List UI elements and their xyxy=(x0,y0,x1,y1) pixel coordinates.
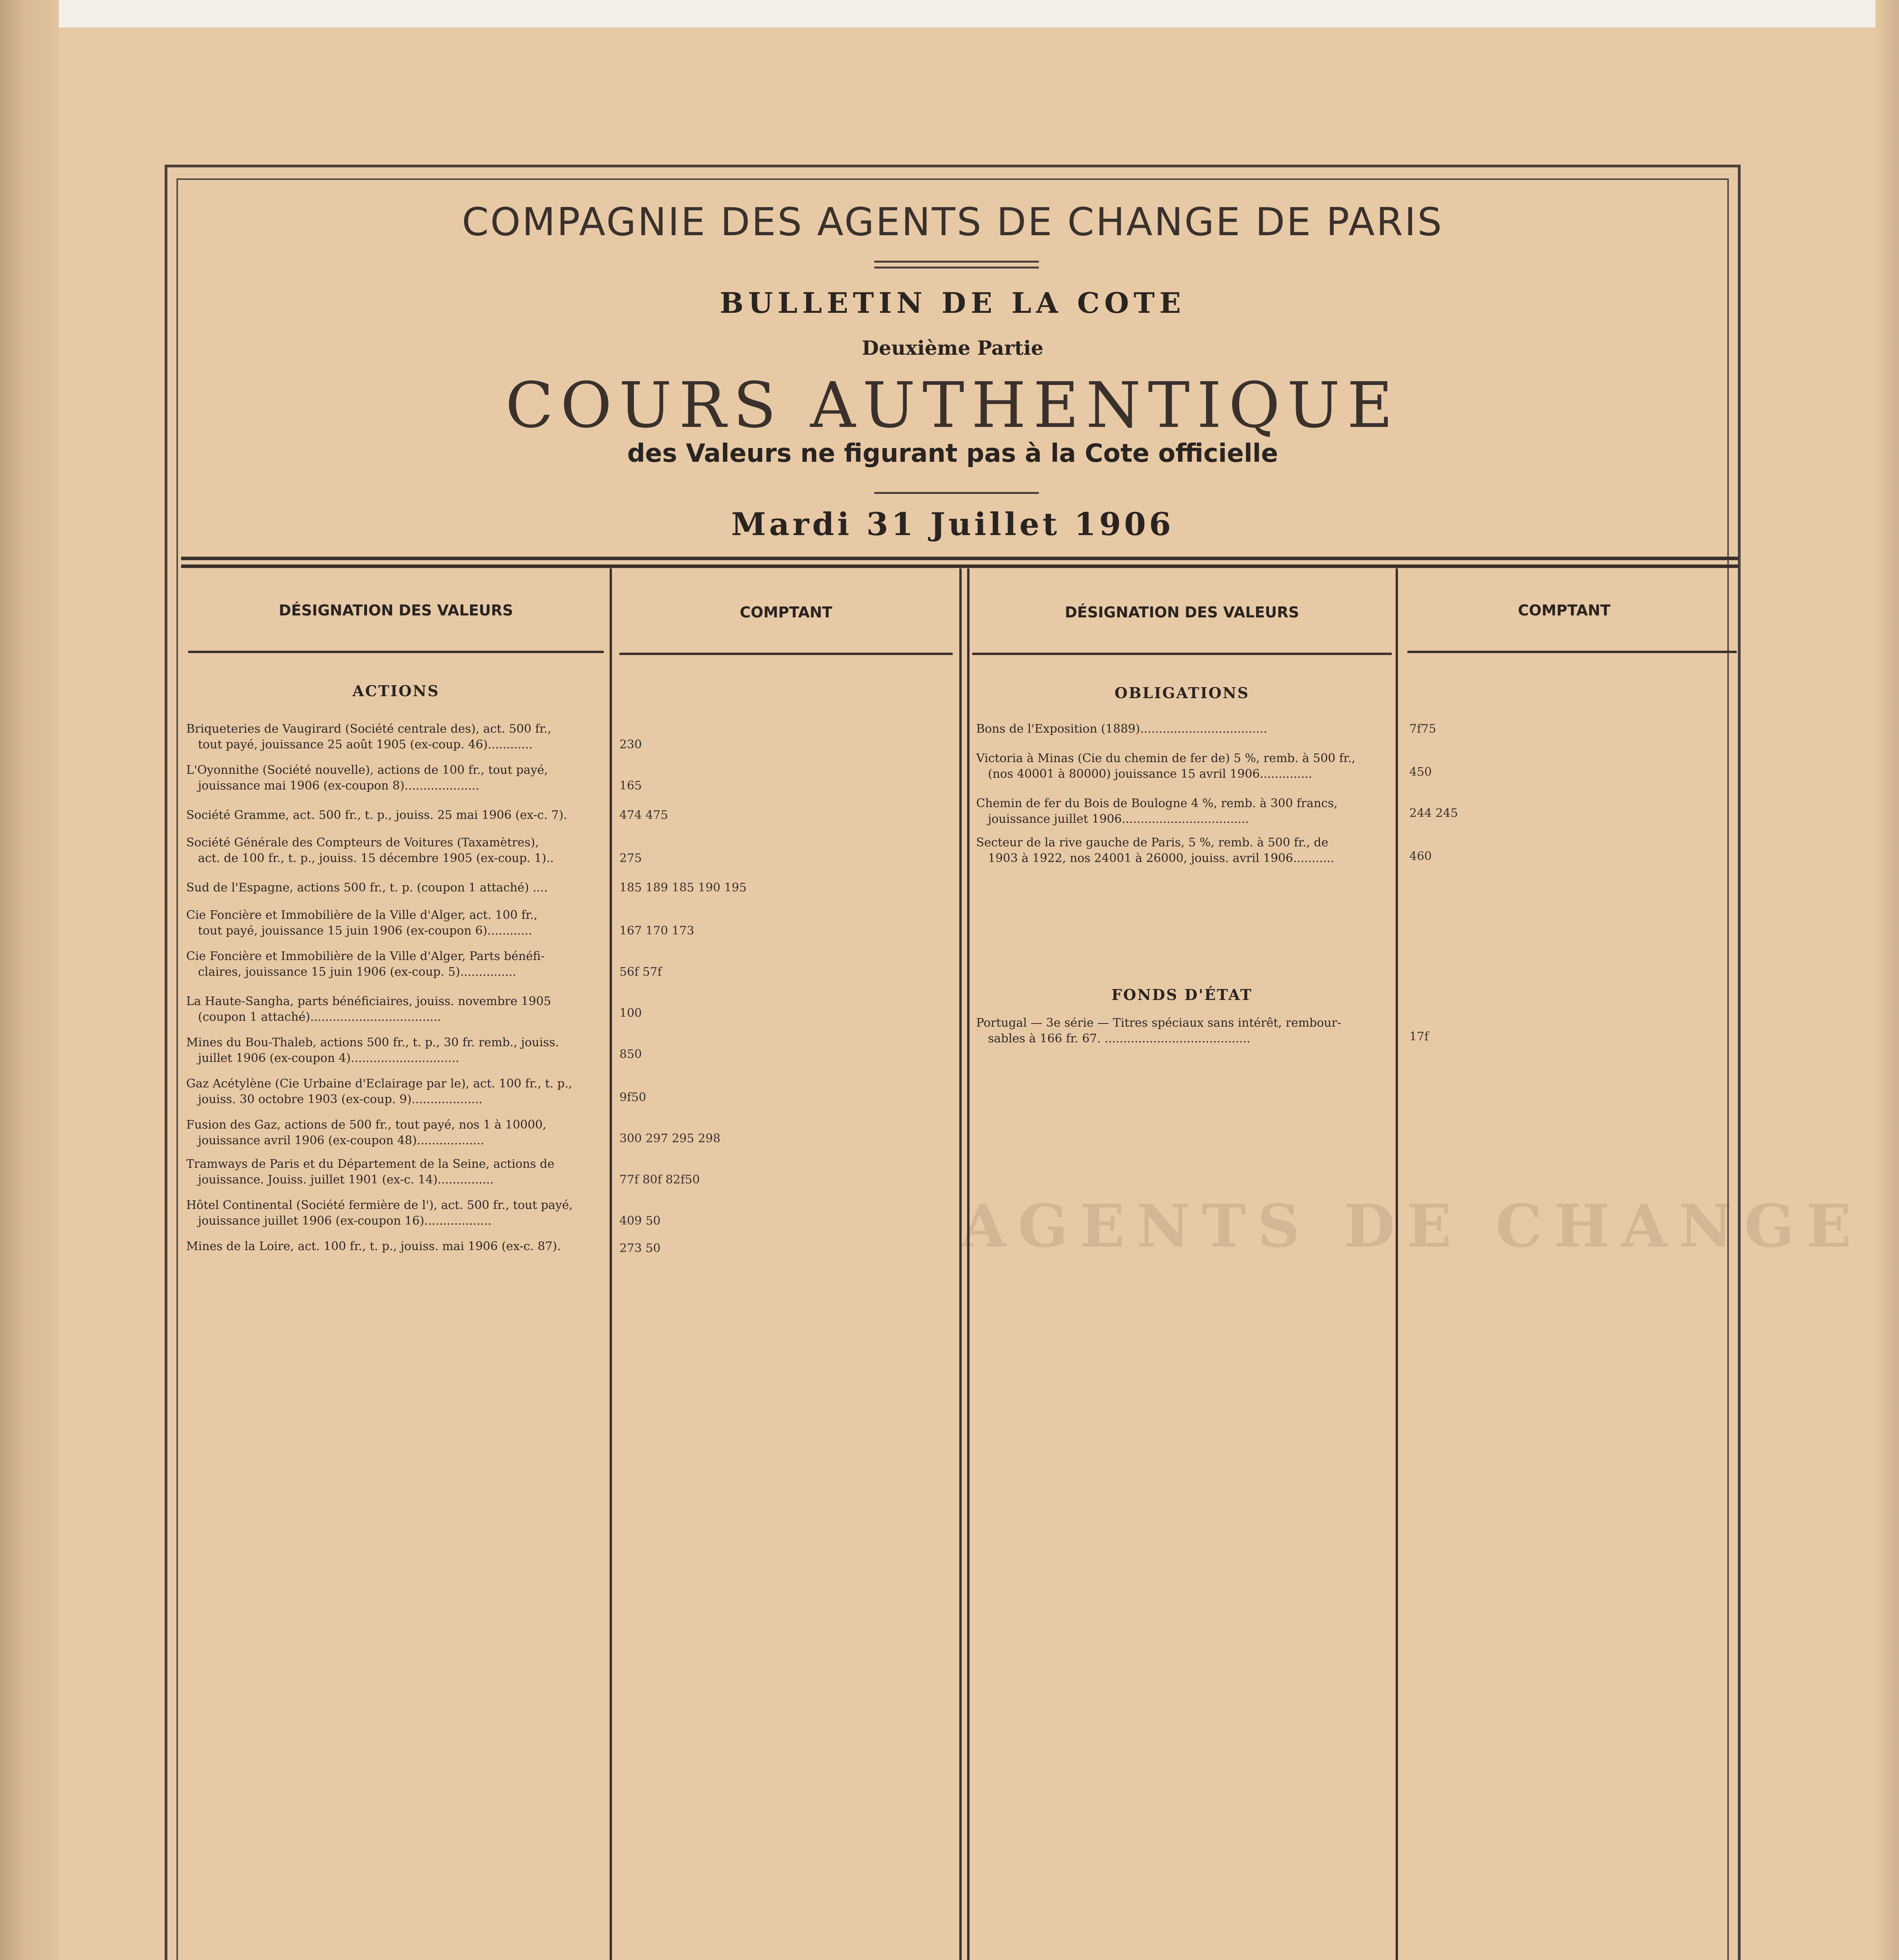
column-rule xyxy=(610,568,612,1960)
date-rule xyxy=(874,492,1039,494)
bulletin-date: Mardi 31 Juillet 1906 xyxy=(731,506,1174,543)
price-value: 165 xyxy=(619,779,642,793)
list-item: Secteur de la rive gauche de Paris, 5 %, remb. à 500 fr., de 1903 à 1922, nos 24001 à 26000, jouiss. avril 1906........... xyxy=(976,836,1334,865)
price-value: 17f xyxy=(1409,1030,1429,1044)
column-rule xyxy=(959,568,962,1960)
price-value: 244 245 xyxy=(1409,806,1458,820)
company-name: COMPAGNIE DES AGENTS DE CHANGE DE PARIS xyxy=(462,200,1443,245)
column-header-comptant-left: COMPTANT xyxy=(740,604,832,621)
section-fonds-etat: FONDS D'ÉTAT xyxy=(1111,986,1253,1004)
bulletin-title: BULLETIN DE LA COTE xyxy=(719,286,1186,319)
price-value: 474 475 xyxy=(619,808,668,822)
column-header-rule xyxy=(972,653,1392,655)
list-item: Portugal — 3e série — Titres spéciaux sans intérêt, rembour- sables à 166 fr. 67. ....................................... xyxy=(976,1016,1341,1045)
price-value: 185 189 185 190 195 xyxy=(619,881,747,895)
price-value: 275 xyxy=(619,851,642,865)
list-item: Mines de la Loire, act. 100 fr., t. p., jouiss. mai 1906 (ex-c. 87). xyxy=(186,1240,561,1253)
section-obligations: OBLIGATIONS xyxy=(1115,684,1249,702)
column-rule xyxy=(1396,568,1398,1960)
list-item: Bons de l'Exposition (1889).................................. xyxy=(976,722,1267,736)
price-value: 100 xyxy=(619,1006,642,1020)
column-header-rule xyxy=(1407,651,1737,653)
list-item: L'Oyonnithe (Société nouvelle), actions de 100 fr., tout payé, jouissance mai 1906 (ex-coupon 8).................... xyxy=(186,763,548,793)
price-value: 167 170 173 xyxy=(619,924,694,938)
title-rule xyxy=(874,267,1039,269)
column-header-designation-right: DÉSIGNATION DES VALEURS xyxy=(1065,604,1299,621)
list-item: Sud de l'Espagne, actions 500 fr., t. p. (coupon 1 attaché) .... xyxy=(186,881,548,895)
column-header-rule xyxy=(188,651,604,653)
header-divider xyxy=(181,557,1738,560)
title-rule xyxy=(874,261,1039,263)
book-gutter xyxy=(0,0,59,1960)
price-value: 460 xyxy=(1409,849,1432,863)
price-value: 409 50 xyxy=(619,1214,661,1228)
list-item: Victoria à Minas (Cie du chemin de fer de) 5 %, remb. à 500 fr., (nos 40001 à 80000) jouissance 15 avril 1906.............. xyxy=(976,751,1356,781)
section-actions: ACTIONS xyxy=(352,682,440,700)
part-label: Deuxième Partie xyxy=(862,336,1044,359)
list-item: Hôtel Continental (Société fermière de l'), act. 500 fr., tout payé, jouissance juillet 1906 (ex-coupon 16).................. xyxy=(186,1198,573,1228)
header-divider xyxy=(181,564,1738,568)
list-item: Gaz Acétylène (Cie Urbaine d'Eclairage par le), act. 100 fr., t. p., jouiss. 30 octobre 1903 (ex-coup. 9)................... xyxy=(186,1077,572,1106)
price-value: 273 50 xyxy=(619,1241,661,1255)
show-through-text: AGENTS DE CHANGE xyxy=(960,1192,1863,1261)
list-item: Société Générale des Compteurs de Voitures (Taxamètres), act. de 100 fr., t. p., jouiss. 15 décembre 1905 (ex-coup. 1).. xyxy=(186,836,554,865)
price-value: 850 xyxy=(619,1047,642,1061)
list-item: Mines du Bou-Thaleb, actions 500 fr., t. p., 30 fr. remb., jouiss. juillet 1906 (ex-coupon 4)............................. xyxy=(186,1036,559,1065)
column-header-comptant-right: COMPTANT xyxy=(1518,602,1610,619)
page-subtitle: des Valeurs ne figurant pas à la Cote officielle xyxy=(627,439,1278,468)
column-header-rule xyxy=(619,653,953,655)
list-item: Cie Foncière et Immobilière de la Ville d'Alger, act. 100 fr., tout payé, jouissance 15 juin 1906 (ex-coupon 6)............ xyxy=(186,908,538,938)
list-item: Tramways de Paris et du Département de la Seine, actions de jouissance. Jouiss. juillet 1901 (ex-c. 14)............... xyxy=(186,1157,554,1187)
list-item: Fusion des Gaz, actions de 500 fr., tout payé, nos 1 à 10000, jouissance avril 1906 (ex-coupon 48).................. xyxy=(186,1118,546,1147)
price-value: 450 xyxy=(1409,765,1432,779)
price-value: 9f50 xyxy=(619,1091,646,1104)
list-item: Cie Foncière et Immobilière de la Ville d'Alger, Parts bénéfi- claires, jouissance 15 juin 1906 (ex-coup. 5)............... xyxy=(186,949,545,979)
page-title: COURS AUTHENTIQUE xyxy=(505,368,1400,442)
price-value: 7f75 xyxy=(1409,722,1436,736)
column-header-designation-left: DÉSIGNATION DES VALEURS xyxy=(279,602,513,619)
list-item: Chemin de fer du Bois de Boulogne 4 %, remb. à 300 francs, jouissance juillet 1906.................................. xyxy=(976,797,1338,826)
column-rule xyxy=(967,568,969,1960)
list-item: La Haute-Sangha, parts bénéficiaires, jouiss. novembre 1905 (coupon 1 attaché)................................... xyxy=(186,995,551,1024)
price-value: 300 297 295 298 xyxy=(619,1132,721,1145)
list-item: Société Gramme, act. 500 fr., t. p., jouiss. 25 mai 1906 (ex-c. 7). xyxy=(186,808,567,822)
price-value: 77f 80f 82f50 xyxy=(619,1173,700,1187)
page-right-edge xyxy=(1875,0,1899,1960)
price-value: 230 xyxy=(619,738,642,751)
page-top-edge xyxy=(0,0,1899,27)
list-item: Briqueteries de Vaugirard (Société centrale des), act. 500 fr., tout payé, jouissance 25 août 1905 (ex-coup. 46)............ xyxy=(186,722,552,751)
price-value: 56f 57f xyxy=(619,965,662,979)
